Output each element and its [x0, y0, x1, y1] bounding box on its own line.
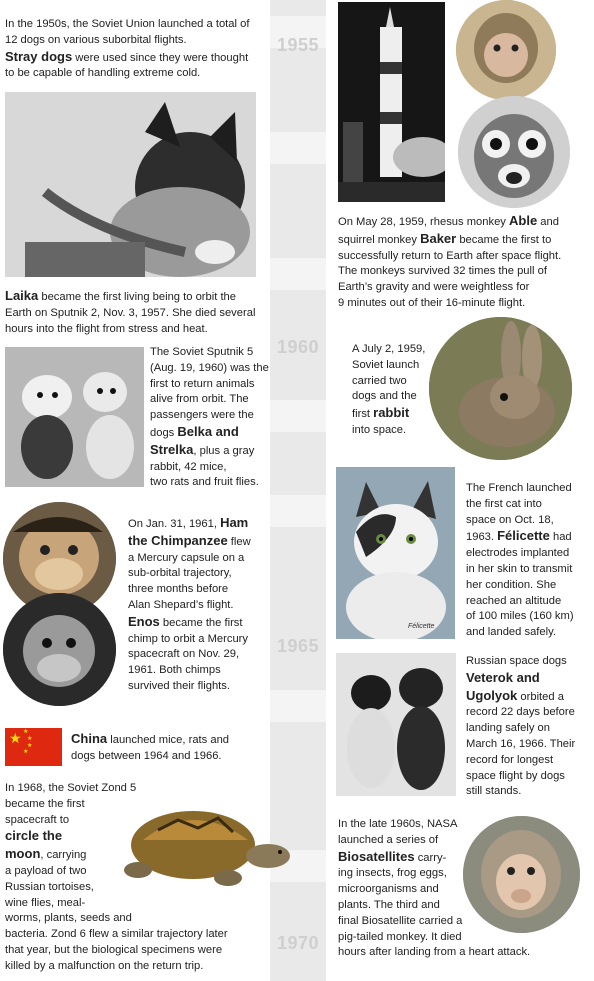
- belka-strelka-photo: [5, 347, 144, 487]
- laika-photo: [5, 92, 256, 277]
- enos-chimp-photo: [3, 593, 116, 706]
- veterok-text: Russian space dogs Veterok and Ugolyok orbited a record 22 days before landing safely on March 16, 1966. Their record for longest space flight by dogs still stands.: [466, 655, 576, 798]
- tortoise-photo: [108, 800, 300, 892]
- china-flag-icon: ★ ★ ★ ★ ★: [5, 728, 62, 766]
- sputnik5-text: The Soviet Sputnik 5 (Aug. 19, 1960) was the first to return animals alive from orbit. The passengers were the dogs Belka and Strelka, plus a gray rabbit, 42 mice, two rats and fruit flies.: [150, 346, 269, 489]
- rabbit-photo: [429, 317, 572, 460]
- china-text: China launched mice, rats and dogs between 1964 and 1966.: [71, 731, 230, 762]
- zond-text: In 1968, the Soviet Zond 5 became the first spacecraft to circle the moon, carrying a payload of two Russian tortoises, wine flies, meal- worms, plants, seeds and bacteria. Zond 6 flew a similar trajectory later that year, but the biological specimens were killed by a malfunction on the return trip.: [5, 782, 228, 972]
- year-label: 1970: [276, 933, 320, 953]
- year-label: 1965: [276, 636, 320, 656]
- biosatellite-text: In the late 1960s, NASA launched a series of Biosatellites carry- ing insects, frog eggs, microorganisms and plants. The third and final Biosatellite carried a pig-tailed monkey. It died hours after landing from a heart attack.: [338, 818, 531, 959]
- timeline-band: [270, 690, 326, 722]
- veterok-ugolyok-photo: [336, 653, 456, 796]
- rabbit-text: A July 2, 1959, Soviet launch carried two dogs and the first rabbit into space.: [352, 343, 426, 436]
- rocket-photo: [338, 2, 445, 202]
- intro-text: In the 1950s, the Soviet Union launched a total of 12 dogs on various suborbital flights. Stray dogs were used since they were thought to be capable of handling extreme cold.: [5, 18, 250, 80]
- felicette-cat-photo: [336, 467, 455, 639]
- cat-signature: Félicette: [408, 623, 435, 630]
- able-baker-text: On May 28, 1959, rhesus monkey Able and squirrel monkey Baker became the first to successfully return to Earth after space flight. The monkeys survived 32 times the pull of Earth’s gravity and were weightless for 9 minutes out of their 16-minute flight.: [338, 213, 562, 309]
- timeline-band: [270, 132, 326, 164]
- timeline-band: [270, 495, 326, 527]
- timeline-band: [270, 400, 326, 432]
- ham-text: On Jan. 31, 1961, Ham the Chimpanzee flew a Mercury capsule on a sub-orbital trajectory, three months before Alan Shepard’s flight. Enos became the first chimp to orbit a Mercury spacecraft on Nov. 29, 1961. Both chimps survived their flights.: [128, 515, 251, 692]
- pig-tailed-monkey-photo: [463, 816, 580, 933]
- timeline-band: [270, 258, 326, 290]
- baker-monkey-photo: [458, 96, 570, 208]
- year-label: 1960: [276, 337, 320, 357]
- able-monkey-photo: [456, 0, 556, 100]
- year-label: 1955: [276, 35, 320, 55]
- felicette-text: The French launched the first cat into space on Oct. 18, 1963. Félicette had electrodes implanted in her skin to transmit her condition. She reached an altitude of 100 miles (160 km) and landed safely.: [466, 482, 574, 639]
- laika-text: Laika became the first living being to orbit the Earth on Sputnik 2, Nov. 3, 1957. She died several hours into the flight from stress and heat.: [5, 288, 256, 335]
